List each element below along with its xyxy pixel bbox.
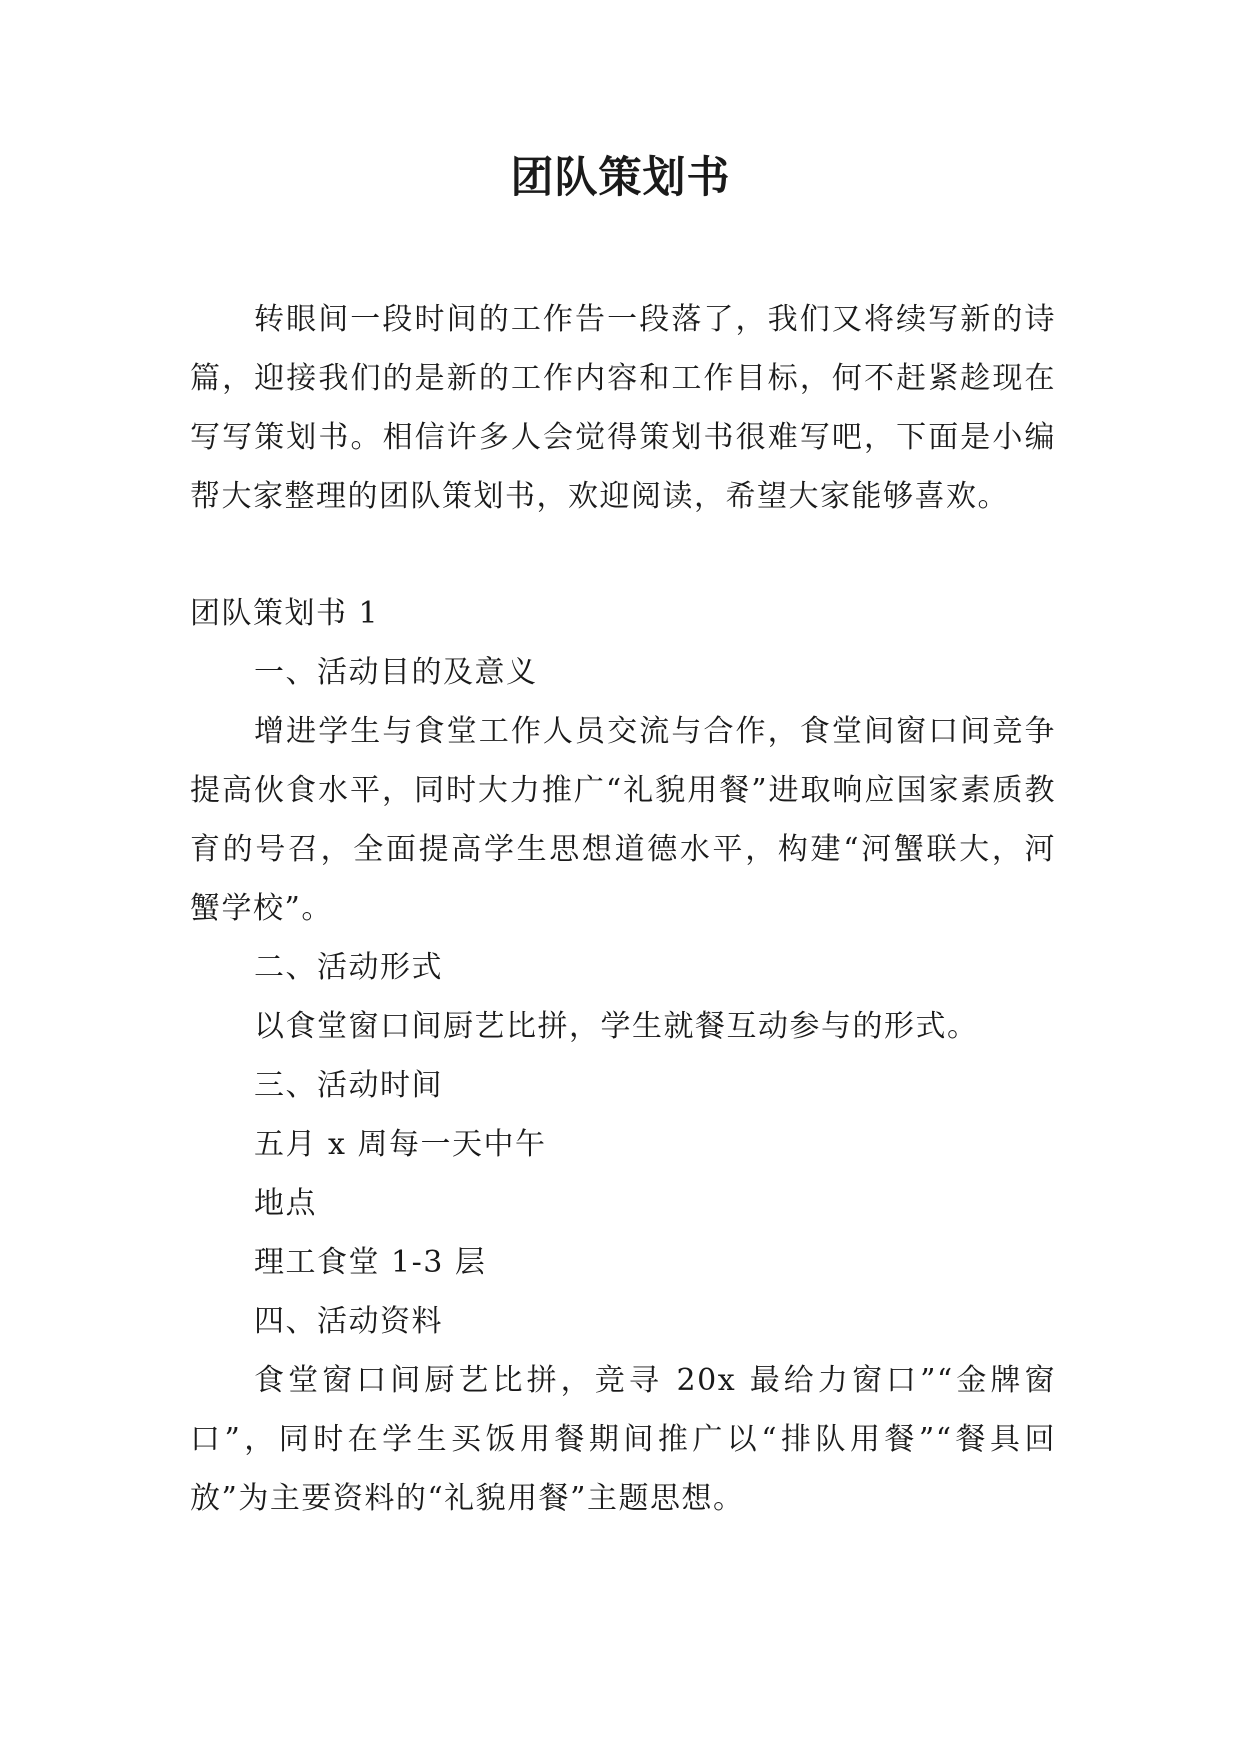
paragraph-form: 以食堂窗口间厨艺比拼，学生就餐互动参与的形式。 [254,1009,979,1044]
section-title: 团队策划书 1 [190,596,380,631]
document-body [190,290,1056,1528]
heading-purpose: 一、活动目的及意义 [254,655,538,690]
paragraph-content: 食堂窗口间厨艺比拼，竞寻 20x 最给力窗口”“金牌窗口”，同时在学生买饭用餐期间推广以“排队用餐”“餐具回放”为主要资料的“礼貌用餐”主题思想。 [190,1363,1056,1516]
heading-time: 三、活动时间 [254,1068,443,1103]
heading-content: 四、活动资料 [254,1304,443,1339]
location-label: 地点 [254,1186,317,1221]
location-value: 理工食堂 1-3 层 [254,1245,487,1280]
paragraph-purpose: 增进学生与食堂工作人员交流与合作，食堂间窗口间竞争提高伙食水平，同时大力推广“礼貌用餐”进取响应国家素质教育的号召，全面提高学生思想道德水平，构建“河蟹联大，河蟹学校”。 [190,714,1056,926]
intro-paragraph: 转眼间一段时间的工作告一段落了，我们又将续写新的诗篇，迎接我们的是新的工作内容和工作目标，何不赶紧趁现在写写策划书。相信许多人会觉得策划书很难写吧，下面是小编帮大家整理的团队策划书，欢迎阅读，希望大家能够喜欢。 [190,302,1056,514]
document-title: 团队策划书 [510,153,731,203]
heading-form: 二、活动形式 [254,950,443,985]
time-value: 五月 x 周每一天中午 [254,1127,547,1162]
